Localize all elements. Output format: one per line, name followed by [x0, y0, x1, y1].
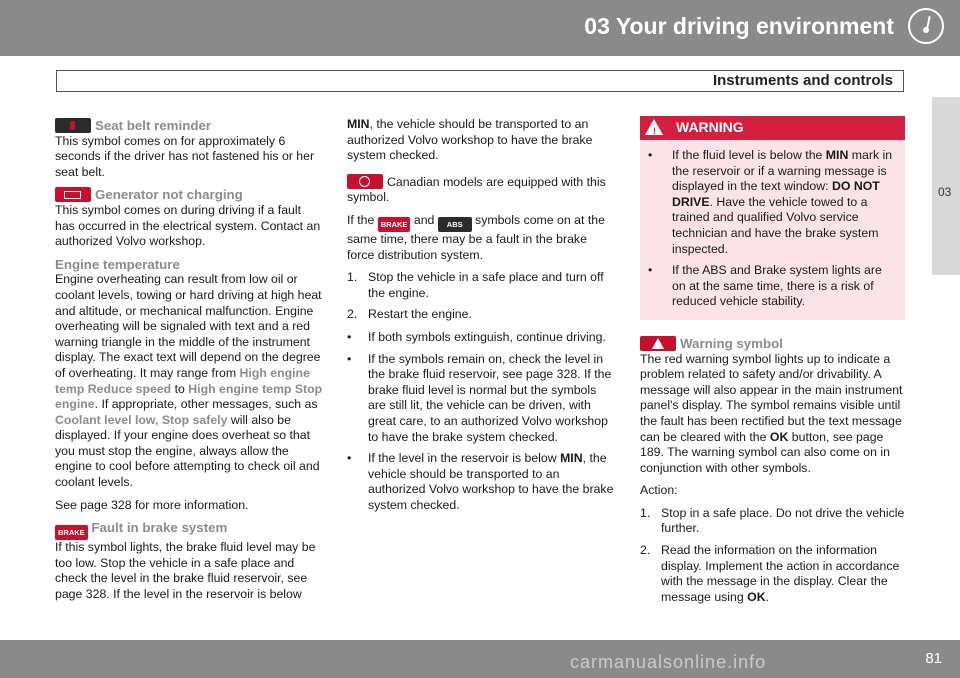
- seatbelt-reminder-icon: [55, 118, 91, 133]
- footer-bar: [0, 640, 960, 678]
- column-1: [55, 118, 323, 610]
- warning-box: [640, 116, 905, 320]
- gauge-icon: [908, 8, 944, 44]
- list-item: 1. Stop in a safe place. Do not drive the vehicle further.: [640, 505, 905, 536]
- brake-fault-heading: BRAKE Fault in brake system: [55, 520, 323, 540]
- list-item: • If both symbols extinguish, continue driving.: [347, 329, 606, 344]
- chapter-side-tab-number: 03: [938, 185, 952, 199]
- list-item: • If the symbols remain on, check the level in the brake fluid reservoir, see page 328. If the brake fluid level is normal but the symbols are still lit, the vehicle can be driven, with great care, to an authorized Volvo workshop to have the brake system checked.: [347, 351, 612, 444]
- brake-fault-text: If this symbol lights, the brake fluid level may be too low. Stop the vehicle in a safe place and check the level in the brake fluid reservoir, see page 328. If the level in the reservoir is below: [55, 540, 316, 602]
- watermark: carmanualsonline.info: [570, 652, 767, 672]
- list-item: 1. Stop the vehicle in a safe place and turn off the engine.: [347, 270, 604, 300]
- brake-icon: BRAKE: [378, 217, 411, 232]
- action-steps: [640, 506, 905, 606]
- page-number: 81: [925, 650, 942, 667]
- battery-icon: [55, 187, 91, 202]
- engine-temp-heading: Engine temperature: [55, 256, 180, 272]
- column-3: [640, 116, 905, 612]
- warning-title: WARNING: [676, 119, 744, 135]
- generator-text: This symbol comes on during driving if a fault has occurred in the electrical system. Contact an authorized Volvo workshop.: [55, 202, 321, 249]
- brake-steps: [347, 270, 615, 323]
- action-label: Action:: [640, 483, 678, 498]
- generator-heading: Generator not charging: [55, 187, 323, 203]
- engine-temp-text: Engine overheating can result from low oil or coolant levels, towing or hard driving at high heat and altitude, or mechanical malfunction. Engine overheating will be signaled with text and a red warning triangle in the middle of the instrument display. The exact text will depend on the degree of overheating. It may range from High engine temp Reduce speed to High engine temp Stop engine. If appropriate, other messages, such as Coolant level low, Stop safely will also be displayed. If your engine does overheat so that you must stop the engine, always allow the engine to cool before attempting to check oil and coolant levels.: [55, 272, 323, 490]
- seatbelt-heading: Seat belt reminder: [55, 118, 323, 134]
- warning-header: ! WARNING: [640, 116, 905, 140]
- brake-warning-icon: BRAKE: [55, 525, 88, 540]
- warning-symbol-text: The red warning symbol lights up to indicate a problem related to safety and/or drivability. A message will also appear in the main instrument panel's display. The symbol remains visible until the fault has been rectified but the text message can be cleared with the OK button, see page 189. The warning symbol can also come on in conjunction with other symbols.: [640, 351, 903, 475]
- list-item: • If the level in the reservoir is below MIN, the vehicle should be transported to an authorized Volvo workshop to have the brake system checked.: [347, 451, 614, 512]
- column-2: [347, 117, 615, 520]
- seatbelt-text: This symbol comes on for approximately 6 seconds if the driver has not fastened his or her seat belt.: [55, 133, 315, 179]
- section-header-bar: [56, 70, 904, 92]
- canadian-text: Canadian models are equipped with this symbol.: [347, 174, 606, 205]
- chapter-title: 03 Your driving environment: [584, 13, 894, 39]
- warning-symbol-heading: Warning symbol: [640, 336, 905, 352]
- brake-force-text: If the BRAKE and ABS symbols come on at the same time, there may be a fault in the brake force distribution system.: [347, 212, 605, 262]
- brake-bullets: [347, 330, 615, 514]
- brake-continued-text: MIN, the vehicle should be transported to an authorized Volvo workshop to have the brake system checked.: [347, 117, 593, 163]
- abs-icon: ABS: [438, 217, 472, 232]
- list-item: • If the fluid level is below the MIN mark in the reservoir or if a warning message is displayed in the text window: DO NOT DRIVE. Have the vehicle towed to a trained and qualified Volvo service technician and have the brake system inspected.: [648, 148, 893, 256]
- section-title: Instruments and controls: [712, 72, 893, 89]
- list-item: 2. Restart the engine.: [347, 307, 472, 322]
- list-item: • If the ABS and Brake system lights are on at the same time, there is a risk of reduced vehicle stability.: [648, 263, 882, 309]
- warning-symbol-icon: [640, 336, 676, 351]
- engine-see-page: See page 328 for more information.: [55, 497, 249, 512]
- list-item: 2. Read the information on the information display. Implement the action in accordance with the message in the display. Clear the message using OK.: [640, 543, 900, 604]
- brake-circle-icon: [347, 174, 383, 189]
